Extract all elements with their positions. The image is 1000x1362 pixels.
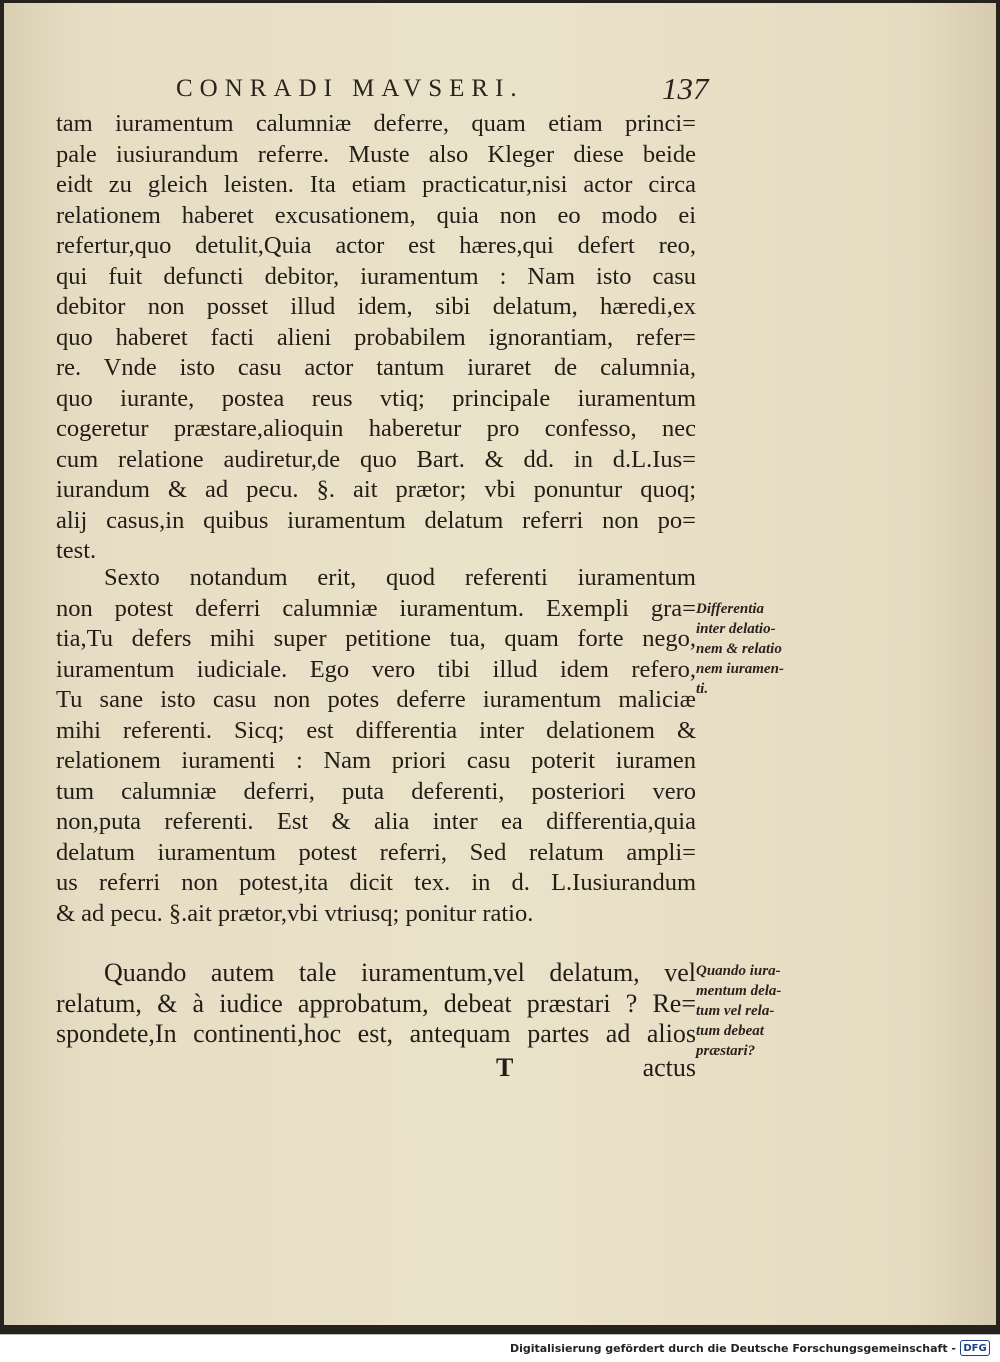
marginal-line: nem & relatio <box>696 641 782 657</box>
marginal-line: Differentia <box>696 601 765 617</box>
text-line: test. <box>56 537 97 564</box>
text-line: iurandum & ad pecu. §. ait prætor; vbi ponuntur quoq; <box>56 476 696 503</box>
text-line: & ad pecu. §.ait prætor,vbi vtriusq; ponitur ratio. <box>56 899 534 927</box>
text-line: qui fuit defuncti debitor, iuramentum : Nam isto casu <box>56 262 696 290</box>
text-line: cogeretur præstare,alioquin haberetur pro confesso, nec <box>56 415 696 442</box>
paragraph-1 <box>56 109 696 567</box>
footer-bar <box>0 1334 1000 1362</box>
marginal-line: nem iuramen- <box>696 661 784 677</box>
marginal-line: ti. <box>696 681 709 697</box>
text-line: debitor non posset illud idem, sibi delatum, hæredi,ex <box>56 293 696 320</box>
text-line: re. Vnde isto casu actor tantum iuraret de calumnia, <box>56 354 696 381</box>
marginal-line: inter delatio- <box>696 621 776 637</box>
text-line: spondete,In continenti,hoc est, antequam partes ad alios <box>56 1019 696 1048</box>
funding-credit: Digitalisierung gefördert durch die Deutsche Forschungsgemeinschaft - <box>509 1342 956 1355</box>
text-line: pale iusiurandum referre. Muste also Kleger diese beide <box>56 140 696 168</box>
text-line: Sexto notandum erit, quod referenti iuramentum <box>104 564 696 591</box>
text-line: iuramentum iudiciale. Ego vero tibi illud idem refero, <box>56 655 696 683</box>
marginal-line: Quando iura- <box>696 963 781 979</box>
marginal-line: tum debeat <box>696 1023 764 1039</box>
text-line: Tu sane isto casu non potes deferre iuramentum maliciæ <box>56 686 696 713</box>
text-line: refertur,quo detulit,Quia actor est hæres,qui defert reo, <box>56 232 696 259</box>
text-line: tia,Tu defers mihi super petitione tua, quam forte nego, <box>56 625 696 652</box>
marginal-line: mentum dela- <box>696 983 782 999</box>
paragraph-2 <box>56 563 696 929</box>
text-line: relationem haberet excusationem, quia non eo modo ei <box>56 201 696 229</box>
text-line: non,puta referenti. Est & alia inter ea differentia,quia <box>56 808 696 835</box>
marginal-line: tum vel rela- <box>696 1003 775 1019</box>
text-line: mihi referenti. Sicq; est differentia inter delationem & <box>56 716 696 744</box>
signature-mark: T <box>496 1053 514 1082</box>
text-line: tum calumniæ deferri, puta deferenti, posteriori vero <box>56 777 696 805</box>
text-line: non potest deferri calumniæ iuramentum. Exempli gra= <box>56 594 696 622</box>
text-line: us referri non potest,ita dicit tex. in d. L.Iusiurandum <box>56 869 696 896</box>
text-line: cum relatione audiretur,de quo Bart. & dd. in d.L.Ius= <box>56 445 696 473</box>
marginal-line: præstari? <box>696 1043 756 1059</box>
text-line: tam iuramentum calumniæ deferre, quam etiam princi= <box>56 110 696 137</box>
book-page <box>4 3 996 1325</box>
catchword: actus <box>642 1053 696 1082</box>
text-line: quo iurante, postea reus vtiq; principale iuramentum <box>56 384 696 412</box>
running-head: CONRADI MAVSERI. <box>176 75 524 102</box>
marginal-note-2 <box>696 961 836 1061</box>
text-line: relationem iuramenti : Nam priori casu poterit iuramen <box>56 747 696 774</box>
dfg-logo-icon: DFG <box>960 1340 990 1356</box>
page-foot <box>56 1053 696 1085</box>
text-line: eidt zu gleich leisten. Ita etiam practicatur,nisi actor circa <box>56 171 696 198</box>
page-number: 137 <box>662 71 709 106</box>
text-line: relatum, & à iudice approbatum, debeat præstari ? Re= <box>56 988 696 1018</box>
paragraph-3 <box>56 958 696 1050</box>
marginal-note-1 <box>696 599 836 699</box>
text-line: Quando autem tale iuramentum,vel delatum, vel <box>104 958 696 987</box>
text-line: quo haberet facti alieni probabilem ignorantiam, refer= <box>56 323 696 351</box>
text-line: delatum iuramentum potest referri, Sed relatum ampli= <box>56 838 696 866</box>
text-line: alij casus,in quibus iuramentum delatum referri non po= <box>56 506 696 534</box>
